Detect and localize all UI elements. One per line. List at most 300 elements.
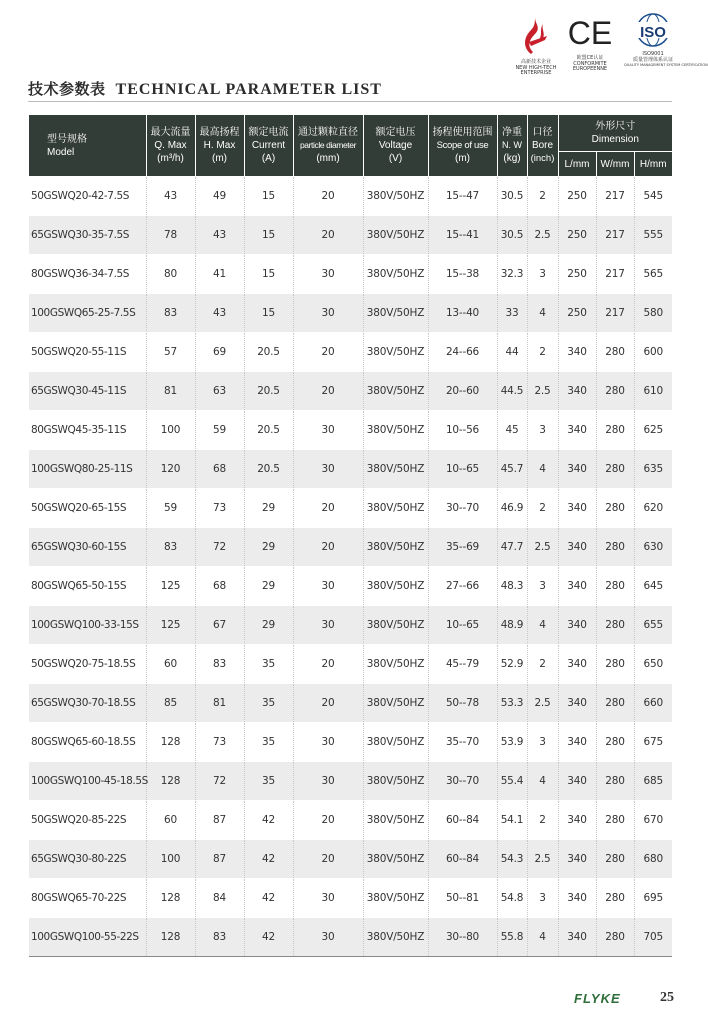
cell-bore: 2 [527, 177, 558, 216]
table-row [29, 645, 672, 684]
page-footer [574, 991, 674, 1009]
cell-length: 340 [558, 840, 596, 879]
col-current-en: Current [251, 140, 286, 151]
cell-height: 675 [634, 723, 672, 762]
col-bore-en: Bore [531, 140, 554, 151]
page-title [28, 78, 382, 99]
cell-nw: 54.3 [497, 840, 527, 879]
cell-particle: 30 [293, 918, 363, 957]
cell-voltage: 380V/50HZ [363, 684, 428, 723]
cell-qmax: 43 [146, 177, 195, 216]
cell-scope: 13--40 [428, 294, 497, 333]
cell-nw: 48.9 [497, 606, 527, 645]
cell-voltage: 380V/50HZ [363, 801, 428, 840]
cell-voltage: 380V/50HZ [363, 216, 428, 255]
cell-width: 280 [596, 801, 634, 840]
cell-length: 340 [558, 372, 596, 411]
col-nw [497, 115, 527, 177]
cell-hmax: 41 [195, 255, 244, 294]
cell-nw: 32.3 [497, 255, 527, 294]
table-row [29, 489, 672, 528]
cell-length: 340 [558, 645, 596, 684]
col-bore-unit: (inch) [530, 153, 555, 164]
cell-model: 50GSWQ20-85-22S [29, 801, 146, 840]
cell-hmax: 83 [195, 645, 244, 684]
cell-height: 610 [634, 372, 672, 411]
col-qmax-cn: 最大流量 [150, 127, 191, 138]
cell-length: 250 [558, 177, 596, 216]
cell-scope: 30--70 [428, 489, 497, 528]
cell-qmax: 60 [146, 645, 195, 684]
col-nw-unit: (kg) [503, 153, 521, 164]
cell-width: 280 [596, 528, 634, 567]
cell-particle: 30 [293, 411, 363, 450]
cert-caption-en2: EUROPEENNE [572, 66, 608, 72]
cell-particle: 20 [293, 372, 363, 411]
cell-voltage: 380V/50HZ [363, 918, 428, 957]
cell-bore: 2 [527, 333, 558, 372]
cell-bore: 2.5 [527, 528, 558, 567]
table-row [29, 333, 672, 372]
cell-current: 20.5 [244, 411, 293, 450]
cell-model: 100GSWQ65-25-7.5S [29, 294, 146, 333]
col-voltage-cn: 额定电压 [375, 127, 416, 138]
cell-voltage: 380V/50HZ [363, 762, 428, 801]
cell-particle: 20 [293, 489, 363, 528]
cell-bore: 2.5 [527, 684, 558, 723]
cell-bore: 3 [527, 567, 558, 606]
high-tech-cert [512, 12, 560, 77]
cell-length: 340 [558, 762, 596, 801]
col-model [29, 115, 146, 177]
cert-caption-cn: 高新技术企业 [520, 59, 551, 65]
cert-caption-code: ISO9001 [642, 51, 664, 57]
table-row [29, 762, 672, 801]
cell-model: 80GSWQ36-34-7.5S [29, 255, 146, 294]
col-model-en: Model [47, 146, 75, 158]
cell-height: 680 [634, 840, 672, 879]
cell-scope: 15--38 [428, 255, 497, 294]
cell-scope: 35--69 [428, 528, 497, 567]
cell-bore: 4 [527, 450, 558, 489]
cell-qmax: 85 [146, 684, 195, 723]
table-row [29, 216, 672, 255]
cell-model: 80GSWQ65-60-18.5S [29, 723, 146, 762]
cell-width: 280 [596, 489, 634, 528]
cell-scope: 10--56 [428, 411, 497, 450]
cell-voltage: 380V/50HZ [363, 723, 428, 762]
cell-qmax: 83 [146, 528, 195, 567]
ce-mark-text: CE [567, 15, 613, 51]
col-height: H/mm [634, 152, 672, 177]
cell-length: 250 [558, 216, 596, 255]
col-qmax-unit: (m³/h) [157, 153, 184, 164]
cell-bore: 3 [527, 255, 558, 294]
cell-width: 280 [596, 372, 634, 411]
table-row [29, 528, 672, 567]
page-title-en: TECHNICAL PARAMETER LIST [115, 81, 382, 98]
cell-current: 15 [244, 216, 293, 255]
cell-length: 340 [558, 489, 596, 528]
cell-model: 80GSWQ65-70-22S [29, 879, 146, 918]
cell-current: 42 [244, 840, 293, 879]
cell-current: 29 [244, 528, 293, 567]
cell-height: 685 [634, 762, 672, 801]
cell-qmax: 60 [146, 801, 195, 840]
cell-nw: 55.4 [497, 762, 527, 801]
cell-hmax: 49 [195, 177, 244, 216]
table-row [29, 372, 672, 411]
cell-scope: 27--66 [428, 567, 497, 606]
cell-length: 340 [558, 606, 596, 645]
cell-nw: 45.7 [497, 450, 527, 489]
cell-particle: 20 [293, 528, 363, 567]
cert-caption-cn: 质量管理体系认证 [632, 56, 673, 63]
table-row [29, 606, 672, 645]
cell-particle: 30 [293, 567, 363, 606]
cell-particle: 20 [293, 333, 363, 372]
cell-nw: 52.9 [497, 645, 527, 684]
cell-height: 555 [634, 216, 672, 255]
cell-voltage: 380V/50HZ [363, 372, 428, 411]
cell-bore: 2 [527, 489, 558, 528]
cell-current: 15 [244, 177, 293, 216]
col-length: L/mm [558, 152, 596, 177]
cell-qmax: 125 [146, 606, 195, 645]
cell-qmax: 125 [146, 567, 195, 606]
col-voltage [363, 115, 428, 177]
col-particle [293, 115, 363, 177]
col-scope-en: Scope of use [436, 140, 489, 151]
cell-length: 340 [558, 333, 596, 372]
cert-caption-cn: 欧盟CE认证 [576, 55, 604, 61]
cell-model: 65GSWQ30-80-22S [29, 840, 146, 879]
page-title-cn: 技术参数表 [28, 80, 106, 98]
col-bore [527, 115, 558, 177]
cell-qmax: 120 [146, 450, 195, 489]
high-tech-flame-icon [521, 12, 551, 56]
table-body [29, 177, 672, 957]
col-scope-unit: (m) [455, 153, 470, 164]
col-width: W/mm [596, 152, 634, 177]
cell-height: 655 [634, 606, 672, 645]
cell-qmax: 57 [146, 333, 195, 372]
cell-hmax: 43 [195, 216, 244, 255]
cell-scope: 20--60 [428, 372, 497, 411]
cell-qmax: 128 [146, 762, 195, 801]
cell-scope: 15--47 [428, 177, 497, 216]
cell-current: 42 [244, 918, 293, 957]
certification-logos [512, 12, 708, 78]
cell-scope: 60--84 [428, 840, 497, 879]
cell-current: 20.5 [244, 333, 293, 372]
cell-model: 50GSWQ20-65-15S [29, 489, 146, 528]
col-dimension-cn: 外形尺寸 [595, 121, 636, 132]
cell-bore: 3 [527, 411, 558, 450]
col-current-unit: (A) [261, 153, 276, 164]
cell-bore: 2 [527, 801, 558, 840]
cell-particle: 30 [293, 294, 363, 333]
cell-bore: 2 [527, 645, 558, 684]
cell-width: 217 [596, 294, 634, 333]
col-scope-cn: 扬程使用范围 [432, 127, 493, 138]
cell-hmax: 68 [195, 567, 244, 606]
cell-particle: 30 [293, 450, 363, 489]
table-row [29, 684, 672, 723]
col-hmax-cn: 最高扬程 [199, 127, 240, 138]
cell-width: 280 [596, 879, 634, 918]
cell-model: 100GSWQ100-45-18.5S [29, 762, 146, 801]
cell-width: 280 [596, 762, 634, 801]
cell-width: 280 [596, 567, 634, 606]
col-scope [428, 115, 497, 177]
col-particle-en: particle diameter [299, 140, 357, 150]
cell-voltage: 380V/50HZ [363, 840, 428, 879]
cell-nw: 48.3 [497, 567, 527, 606]
cell-model: 65GSWQ30-70-18.5S [29, 684, 146, 723]
cell-model: 50GSWQ20-55-11S [29, 333, 146, 372]
cell-particle: 30 [293, 879, 363, 918]
cell-model: 65GSWQ30-60-15S [29, 528, 146, 567]
cell-length: 250 [558, 255, 596, 294]
cell-voltage: 380V/50HZ [363, 294, 428, 333]
cell-width: 280 [596, 840, 634, 879]
cell-current: 35 [244, 723, 293, 762]
cell-height: 630 [634, 528, 672, 567]
cell-hmax: 72 [195, 528, 244, 567]
cell-nw: 53.9 [497, 723, 527, 762]
cell-qmax: 81 [146, 372, 195, 411]
col-hmax-en: H. Max [203, 140, 236, 151]
cell-particle: 20 [293, 645, 363, 684]
cell-height: 695 [634, 879, 672, 918]
cell-model: 50GSWQ20-42-7.5S [29, 177, 146, 216]
cell-voltage: 380V/50HZ [363, 333, 428, 372]
cell-voltage: 380V/50HZ [363, 489, 428, 528]
cell-particle: 30 [293, 606, 363, 645]
table-row [29, 879, 672, 918]
page-number: 25 [660, 990, 674, 1005]
col-dimension-en: Dimension [591, 134, 639, 145]
title-divider [28, 101, 672, 102]
cell-particle: 30 [293, 723, 363, 762]
cell-current: 35 [244, 762, 293, 801]
iso-globe-icon [631, 12, 675, 48]
cell-voltage: 380V/50HZ [363, 879, 428, 918]
cell-height: 635 [634, 450, 672, 489]
cell-hmax: 73 [195, 723, 244, 762]
cell-hmax: 81 [195, 684, 244, 723]
cell-length: 340 [558, 723, 596, 762]
col-voltage-en: Voltage [378, 140, 413, 151]
cell-length: 250 [558, 294, 596, 333]
cell-voltage: 380V/50HZ [363, 177, 428, 216]
cert-caption-en: NEW HIGH-TECH [515, 64, 557, 71]
cell-model: 100GSWQ80-25-11S [29, 450, 146, 489]
cell-particle: 20 [293, 684, 363, 723]
cell-length: 340 [558, 918, 596, 957]
cell-scope: 50--81 [428, 879, 497, 918]
cell-length: 340 [558, 684, 596, 723]
cell-particle: 20 [293, 216, 363, 255]
col-voltage-unit: (V) [388, 153, 403, 164]
cell-scope: 60--84 [428, 801, 497, 840]
col-particle-cn: 通过颗粒直径 [298, 127, 358, 138]
cell-hmax: 83 [195, 918, 244, 957]
col-current [244, 115, 293, 177]
cell-height: 705 [634, 918, 672, 957]
cell-hmax: 73 [195, 489, 244, 528]
cell-current: 35 [244, 645, 293, 684]
cell-width: 280 [596, 645, 634, 684]
cell-length: 340 [558, 528, 596, 567]
table-row [29, 918, 672, 957]
cell-bore: 4 [527, 762, 558, 801]
cell-nw: 54.1 [497, 801, 527, 840]
cell-bore: 2.5 [527, 840, 558, 879]
col-model-cn: 型号规格 [47, 133, 87, 145]
cell-length: 340 [558, 450, 596, 489]
cell-nw: 54.8 [497, 879, 527, 918]
table-row [29, 840, 672, 879]
cell-scope: 50--78 [428, 684, 497, 723]
cell-current: 42 [244, 879, 293, 918]
cell-current: 20.5 [244, 372, 293, 411]
cell-height: 620 [634, 489, 672, 528]
cell-height: 650 [634, 645, 672, 684]
cell-current: 20.5 [244, 450, 293, 489]
cell-width: 280 [596, 606, 634, 645]
cell-particle: 20 [293, 801, 363, 840]
table-row [29, 177, 672, 216]
cell-height: 625 [634, 411, 672, 450]
cell-width: 217 [596, 255, 634, 294]
cell-width: 217 [596, 216, 634, 255]
col-bore-cn: 口径 [532, 127, 553, 138]
cell-particle: 30 [293, 255, 363, 294]
cell-model: 65GSWQ30-45-11S [29, 372, 146, 411]
cell-bore: 2.5 [527, 216, 558, 255]
cell-current: 29 [244, 606, 293, 645]
table-row [29, 294, 672, 333]
iso-mark-text: ISO [640, 24, 666, 41]
cell-model: 80GSWQ45-35-11S [29, 411, 146, 450]
cell-voltage: 380V/50HZ [363, 645, 428, 684]
cell-hmax: 67 [195, 606, 244, 645]
cell-scope: 24--66 [428, 333, 497, 372]
table-row [29, 255, 672, 294]
cell-bore: 4 [527, 918, 558, 957]
cell-bore: 3 [527, 879, 558, 918]
cell-voltage: 380V/50HZ [363, 567, 428, 606]
table-row [29, 411, 672, 450]
cell-model: 65GSWQ30-35-7.5S [29, 216, 146, 255]
cell-bore: 4 [527, 606, 558, 645]
cert-caption-en: CONFORMITE [573, 60, 607, 67]
cell-voltage: 380V/50HZ [363, 450, 428, 489]
cell-qmax: 59 [146, 489, 195, 528]
cert-caption-en: QUALITY MANAGEMENT SYSTEM CERTIFICATION [624, 63, 708, 67]
cell-hmax: 43 [195, 294, 244, 333]
cell-width: 280 [596, 450, 634, 489]
table-row [29, 723, 672, 762]
table-row [29, 567, 672, 606]
cell-current: 29 [244, 489, 293, 528]
iso-cert [624, 12, 708, 69]
cell-qmax: 100 [146, 840, 195, 879]
cell-scope: 15--41 [428, 216, 497, 255]
cell-hmax: 68 [195, 450, 244, 489]
cell-nw: 33 [497, 294, 527, 333]
cell-bore: 2.5 [527, 372, 558, 411]
ce-mark-icon [567, 12, 613, 52]
cell-nw: 47.7 [497, 528, 527, 567]
cell-current: 35 [244, 684, 293, 723]
technical-parameter-table [29, 115, 672, 957]
cell-current: 42 [244, 801, 293, 840]
cell-particle: 30 [293, 762, 363, 801]
cell-particle: 20 [293, 177, 363, 216]
cell-scope: 45--79 [428, 645, 497, 684]
table-row [29, 801, 672, 840]
cell-length: 340 [558, 411, 596, 450]
cell-qmax: 78 [146, 216, 195, 255]
col-qmax-en: Q. Max [154, 140, 187, 151]
cell-nw: 53.3 [497, 684, 527, 723]
cell-length: 340 [558, 801, 596, 840]
cell-width: 280 [596, 684, 634, 723]
cell-voltage: 380V/50HZ [363, 606, 428, 645]
cell-hmax: 69 [195, 333, 244, 372]
cell-width: 280 [596, 333, 634, 372]
col-nw-cn: 净重 [502, 127, 522, 138]
col-dimension [558, 115, 672, 152]
cell-height: 670 [634, 801, 672, 840]
cell-height: 565 [634, 255, 672, 294]
col-hmax [195, 115, 244, 177]
cell-qmax: 128 [146, 723, 195, 762]
cell-scope: 30--80 [428, 918, 497, 957]
cell-nw: 55.8 [497, 918, 527, 957]
cell-model: 100GSWQ100-55-22S [29, 918, 146, 957]
cell-length: 340 [558, 879, 596, 918]
cell-width: 280 [596, 723, 634, 762]
cell-qmax: 83 [146, 294, 195, 333]
cell-bore: 4 [527, 294, 558, 333]
cell-height: 660 [634, 684, 672, 723]
cell-nw: 30.5 [497, 177, 527, 216]
col-particle-unit: (mm) [316, 153, 340, 164]
col-nw-en: N. W [502, 140, 522, 150]
brand-logo: FLYKE [574, 991, 621, 1006]
cell-current: 15 [244, 255, 293, 294]
cell-width: 280 [596, 918, 634, 957]
cell-width: 217 [596, 177, 634, 216]
cell-width: 280 [596, 411, 634, 450]
cell-current: 15 [244, 294, 293, 333]
cell-height: 600 [634, 333, 672, 372]
cell-scope: 10--65 [428, 450, 497, 489]
cell-hmax: 87 [195, 801, 244, 840]
cell-voltage: 380V/50HZ [363, 411, 428, 450]
cell-nw: 45 [497, 411, 527, 450]
cell-hmax: 63 [195, 372, 244, 411]
col-current-cn: 额定电流 [248, 127, 289, 138]
cell-hmax: 84 [195, 879, 244, 918]
cell-nw: 44 [497, 333, 527, 372]
cell-scope: 10--65 [428, 606, 497, 645]
cell-scope: 30--70 [428, 762, 497, 801]
